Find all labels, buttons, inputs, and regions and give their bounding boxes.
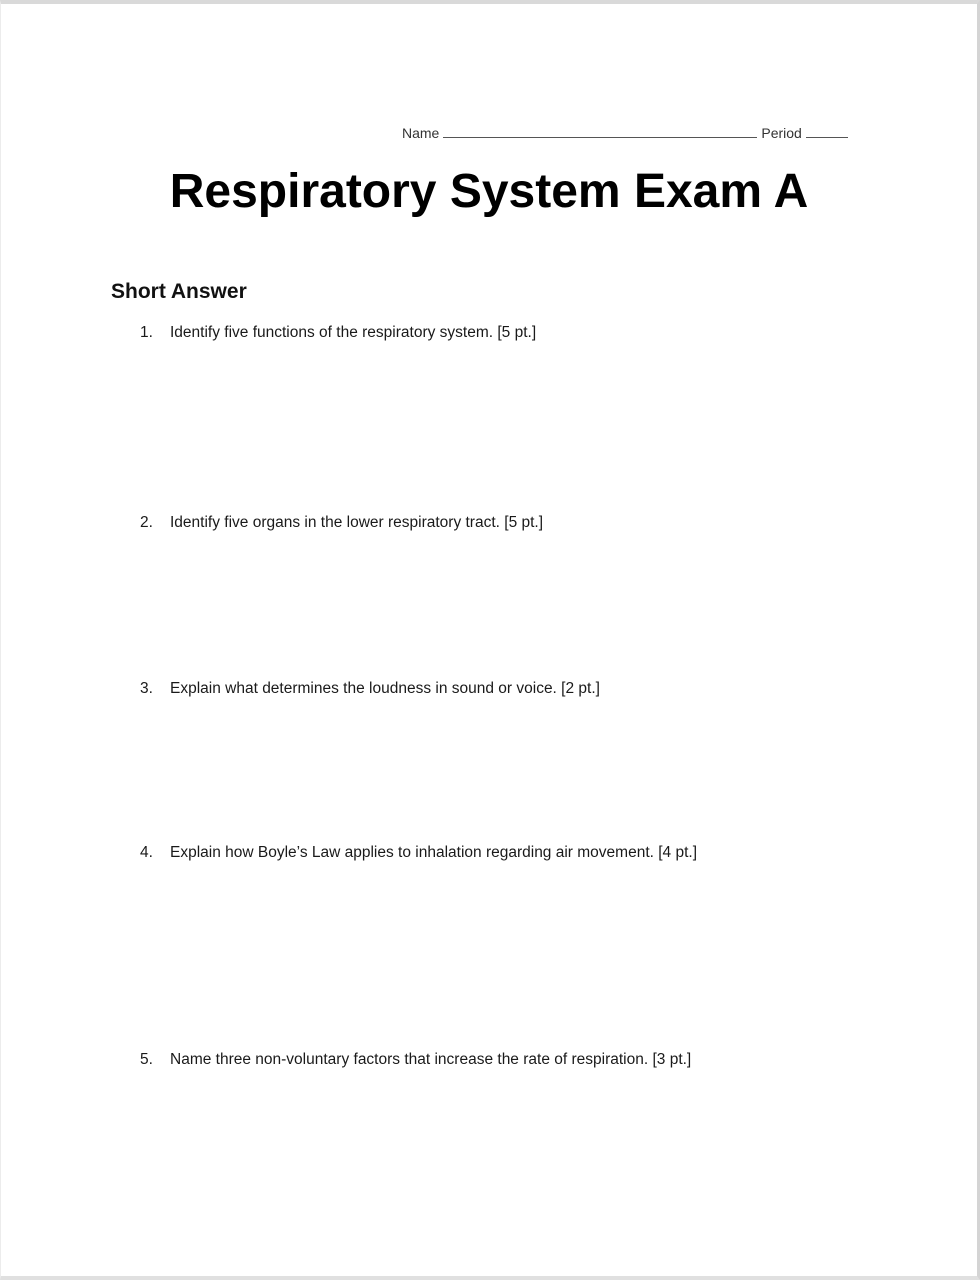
- period-blank-line[interactable]: [806, 136, 848, 138]
- question-text: Identify five functions of the respiratory system. [5 pt.]: [170, 324, 537, 341]
- question-number: 5.: [140, 1051, 153, 1068]
- question-item: [140, 514, 543, 532]
- question-text: Explain what determines the loudness in sound or voice. [2 pt.]: [170, 680, 600, 697]
- question-number: 4.: [140, 844, 153, 861]
- question-text: Explain how Boyle’s Law applies to inhalation regarding air movement. [4 pt.]: [170, 844, 698, 861]
- period-label: Period: [761, 125, 802, 141]
- page-title: Respiratory System Exam A: [169, 165, 809, 218]
- question-item: [140, 844, 697, 862]
- name-blank-line[interactable]: [443, 136, 757, 138]
- name-label: Name: [402, 125, 440, 141]
- question-item: [140, 1051, 691, 1069]
- question-number: 2.: [140, 514, 153, 531]
- question-number: 1.: [140, 324, 153, 341]
- question-item: [140, 680, 600, 698]
- section-heading-short-answer: Short Answer: [111, 280, 247, 303]
- question-text: Identify five organs in the lower respiratory tract. [5 pt.]: [170, 514, 544, 531]
- name-period-line: [402, 125, 852, 141]
- question-number: 3.: [140, 680, 153, 697]
- question-item: [140, 324, 536, 342]
- question-text: Name three non-voluntary factors that increase the rate of respiration. [3 pt.]: [170, 1051, 692, 1068]
